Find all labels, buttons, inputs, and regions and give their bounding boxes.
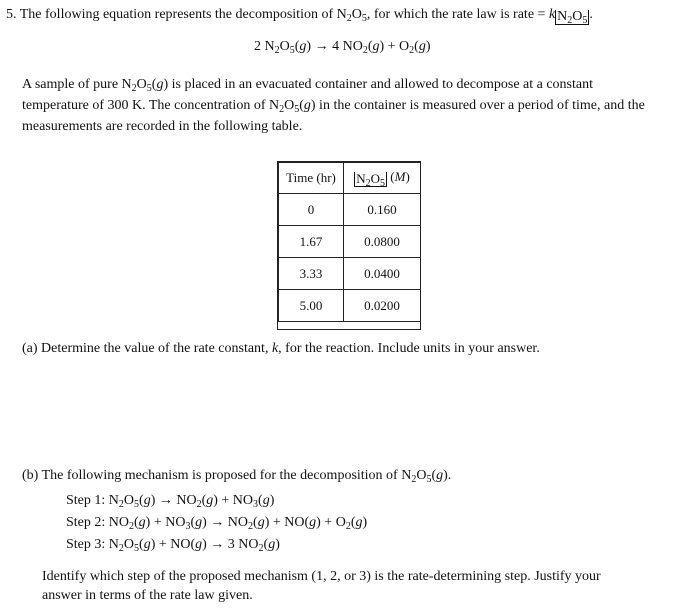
paragraph-line-2: temperature of 300 K. The concentration of $N_2O_5(g)$ in the container is measured over a period of time, and the (22, 98, 645, 115)
table-cell-time: 0 (279, 194, 344, 226)
question-number: 5. (6, 7, 17, 22)
part-b-prompt-line-2: answer in terms of the rate law given. (42, 588, 253, 603)
table-cell-concentration: 0.0400 (344, 258, 421, 290)
concentration-table (278, 162, 421, 322)
mechanism-step-1: Step 1: $N_2O_5(g) \to NO_2(g) + NO_3(g)$ (66, 493, 275, 510)
paragraph-line-1: A sample of pure $N_2O_5(g)$ is placed in an evacuated container and allowed to decompose at a constant (22, 77, 594, 94)
table-row (279, 290, 421, 322)
table-row (279, 258, 421, 290)
table-cell-concentration: 0.160 (344, 194, 421, 226)
table-cell-time: 5.00 (279, 290, 344, 322)
table-cell-time: 3.33 (279, 258, 344, 290)
table-row (279, 226, 421, 258)
table-cell-time: 1.67 (279, 226, 344, 258)
question-intro-mid: , for which the rate law is rate = (366, 7, 546, 22)
table-cell-concentration: 0.0800 (344, 226, 421, 258)
mechanism-step-2: Step 2: $NO_2(g) + NO_3(g) \to NO_2(g) + NO(g) + O_2(g)$ (66, 515, 368, 532)
table-cell-concentration: 0.0200 (344, 290, 421, 322)
part-a-prompt: (a) Determine the value of the rate constant, k, for the reaction. Include units in your answer. (22, 341, 540, 356)
table-header-row (279, 163, 421, 194)
part-b-prompt-line-1: Identify which step of the proposed mechanism (1, 2, or 3) is the rate-determining step. Justify your (42, 569, 601, 584)
header-time: Time (hr) (279, 163, 344, 194)
mechanism-step-3: Step 3: $N_2O_5(g) + NO(g) \to 3$ $NO_2(g)$ (66, 537, 280, 554)
part-b-intro: (b) The following mechanism is proposed for the decomposition of $N_2O_5(g)$. (22, 468, 452, 485)
reaction-equation: 2 $N_2O_5(g) \to 4$ $NO_2(g) + O_2(g)$ (254, 39, 431, 56)
paragraph-line-3: measurements are recorded in the following table. (22, 119, 303, 134)
question-intro-prefix: The following equation represents the decomposition of (19, 7, 334, 22)
question-intro: 5. The following equation represents the decomposition of $N_2O_5$, for which the rate law is rate = k $N_2O_5$ . (6, 7, 593, 26)
table-row (279, 194, 421, 226)
header-concentration: $N_2O_5$ (M) (344, 163, 421, 194)
